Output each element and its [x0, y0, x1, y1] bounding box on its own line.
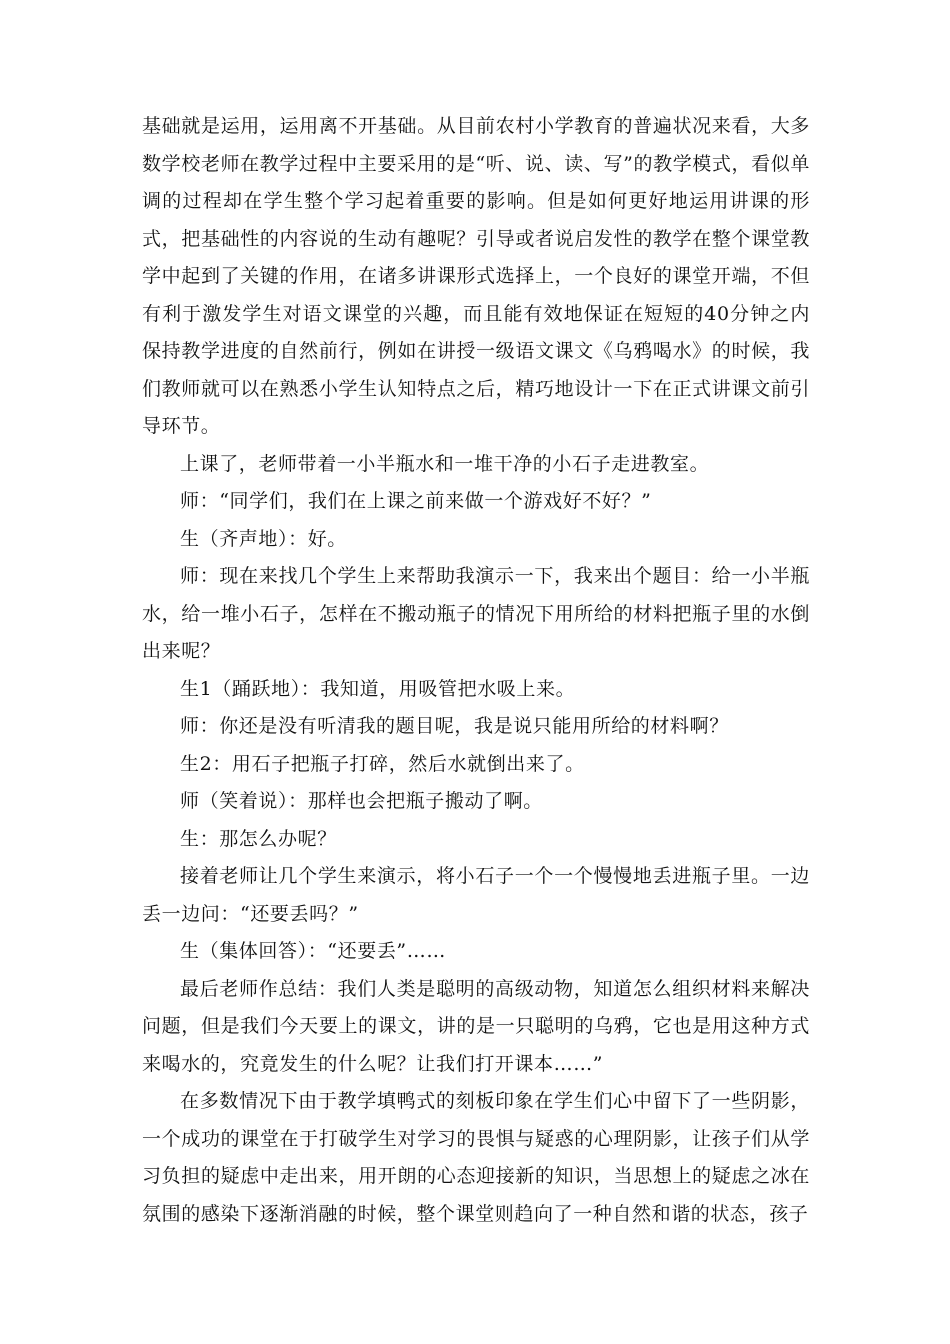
paragraph-conclusion: 在多数情况下由于教学填鸭式的刻板印象在学生们心中留下了一些阴影，一个成功的课堂在于打破学生对学习的畏惧与疑惑的心理阴影，让孩子们从学习负担的疑虑中走出来，用开朗的心态迎接新的知识，当思想上的疑虑之冰在氛围的感染下逐渐消融的时候，整个课堂则趋向了一种自然和谐的状态，孩子: [142, 1090, 810, 1225]
document-body: [142, 108, 810, 1233]
dialogue-teacher-1: 师：“同学们，我们在上课之前来做一个游戏好不好？”: [180, 490, 652, 512]
dialogue-student-3: 生：那怎么办呢？: [180, 827, 337, 850]
dialogue-teacher-4: 师（笑着说）：那样也会把瓶子搬动了啊。: [180, 790, 543, 812]
paragraph-demo: 接着老师让几个学生来演示，将小石子一个一个慢慢地丢进瓶子里。一边丢一边问：“还要丢吗？”: [142, 865, 810, 925]
paragraph-intro: 基础就是运用，运用离不开基础。从目前农村小学教育的普遍状况来看，大多数学校老师在教学过程中主要采用的是“听、说、读、写”的教学模式，看似单调的过程却在学生整个学习起着重要的影响。但是如何更好地运用讲课的形式，把基础性的内容说的生动有趣呢？引导或者说启发性的教学在整个课堂教学中起到了关键的作用，在诸多讲课形式选择上，一个良好的课堂开端，不但有利于激发学生对语文课堂的兴趣，而且能有效地保证在短短的40分钟之内保持教学进度的自然前行，例如在讲授一级语文课文《乌鸦喝水》的时候，我们教师就可以在熟悉小学生认知特点之后，精巧地设计一下在正式讲课文前引导环节。: [142, 115, 810, 437]
paragraph-scene: 上课了，老师带着一小半瓶水和一堆干净的小石子走进教室。: [180, 452, 710, 475]
dialogue-student-2: 生2：用石子把瓶子打碎，然后水就倒出来了。: [180, 752, 585, 775]
dialogue-teacher-2: 师：现在来找几个学生上来帮助我演示一下，我来出个题目：给一小半瓶水，给一堆小石子，怎样在不搬动瓶子的情况下用所给的材料把瓶子里的水倒出来呢？: [142, 565, 810, 662]
dialogue-student-1: 生1（踊跃地）：我知道，用吸管把水吸上来。: [180, 677, 576, 700]
dialogue-students-1: 生（齐声地）：好。: [180, 527, 347, 550]
paragraph-summary: 最后老师作总结：我们人类是聪明的高级动物，知道怎么组织材料来解决问题，但是我们今天要上的课文，讲的是一只聪明的乌鸦，它也是用这种方式来喝水的，究竟发生的什么呢？让我们打开课本……”: [142, 977, 810, 1075]
dialogue-students-2: 生（集体回答）：“还要丢”……: [180, 940, 446, 962]
dialogue-teacher-3: 师：你还是没有听清我的题目呢，我是说只能用所给的材料啊？: [180, 715, 729, 737]
